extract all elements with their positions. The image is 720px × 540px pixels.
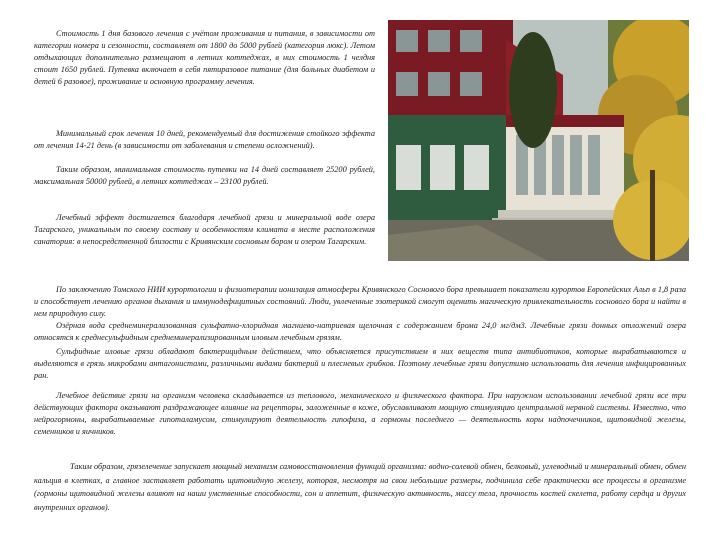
paragraph-min-term: Минимальный срок лечения 10 дней, рекомендуемый для достижения стойкого эффекта от лечения 14-21 день (в зависимости от заболевания и степени осложнений). [34, 129, 375, 151]
paragraph-conclusion: Таким образом, грязелечение запускает мощный механизм самовосстановления функций организма: водно-солевой обмен, белковый, углеводный и минеральный обмен, обмен кальция в клетках, а главное заставляет работать щитовидную железу, которая, несмотря на свои небольшие размеры, подчинила себе практически все процессы в организме (гормоны щитовидной железы влияют на наши умственные способности, сон и аппетит, физическую активность, массу тела, прочность костей скелета, работу сердца и других внутренних органов). [34, 462, 686, 512]
sanatorium-photo [388, 20, 689, 261]
sanatorium-building-image [388, 20, 689, 261]
paragraph-cost-per-day: Стоимость 1 дня базового лечения с учётом проживания и питания, в зависимости от категории номера и сезонности, составляет от 1800 до 5000 рублей (категория люкс). Летом отдыхающих дополнительно размещают в летних коттеджах, в них стоимость 1 челдня стоит 1650 рублей. Путевка включает в себя пятиразовое питание (для больных диабетом и детей 6 разовое), проживание и основную программу лечения. [34, 29, 375, 87]
paragraph-ionization: По заключению Томского НИИ курортологии и физиотерапии ионизация атмосферы Кривянского Соснового бора превышает показатели курортов Европейских Альп в 1,8 раза и способствует лечению органов дыхания и иммунодефицитных состояний. Люди, увлеченные эзотерикой смогут оценить магическую привлекательность соснового бора и найти в нем природную силу. [34, 285, 686, 319]
paragraph-healing-effect: Лечебный эффект достигается благодаря лечебной грязи и минеральной воде озера Тагарского, уникальным по своему составу и особенностям климата в месте расположения санатория: в непосредственной близости с Кривянским сосновым бором и озером Тагарским. [34, 213, 375, 247]
paragraph-sulfide-mud: Сульфидные иловые грязи обладают бактерицидным действием, что объясняется присутствием в них веществ типа антибиотиков, которые вырабатываются и выделяются в грязь микробами антагонистами, различными видами бактерий и плесневых грибков. Поэтому лечебные грязи допустимо использовать для лечения инфицированных ран. [34, 347, 686, 381]
paragraph-mud-action: Лечебное действие грязи на организм человека складывается из теплового, механического и физического фактора. При наружном использовании лечебной грязи все три действующих фактора оказывают раздражающее влияние на рецепторы, заложенные в коже, обуславливают мощную стимуляцию центральной нервной системы. Известно, что нейрогормоны, вырабатываемые гипоталамусом, стимулируют деятельность гипофиза, а гормоны последнего — деятельность коры надпочечников, щитовидной железы, семенников и яичников. [34, 391, 686, 437]
paragraph-lake-water: Озёрная вода среднеминерализованная сульфатно-хлоридная магниево-натриевая щелочная с содержанием брома 24,0 мг/дм3. Лечебные грязи донных отложений озера относятся к среднесульфидным среднеминерализированным иловым лечебным грязям. [34, 321, 686, 343]
paragraph-trip-cost: Таким образом, минимальная стоимость путевки на 14 дней составляет 25200 рублей, максимальная 50000 рублей, в летних коттеджах – 23100 рублей. [34, 165, 375, 187]
